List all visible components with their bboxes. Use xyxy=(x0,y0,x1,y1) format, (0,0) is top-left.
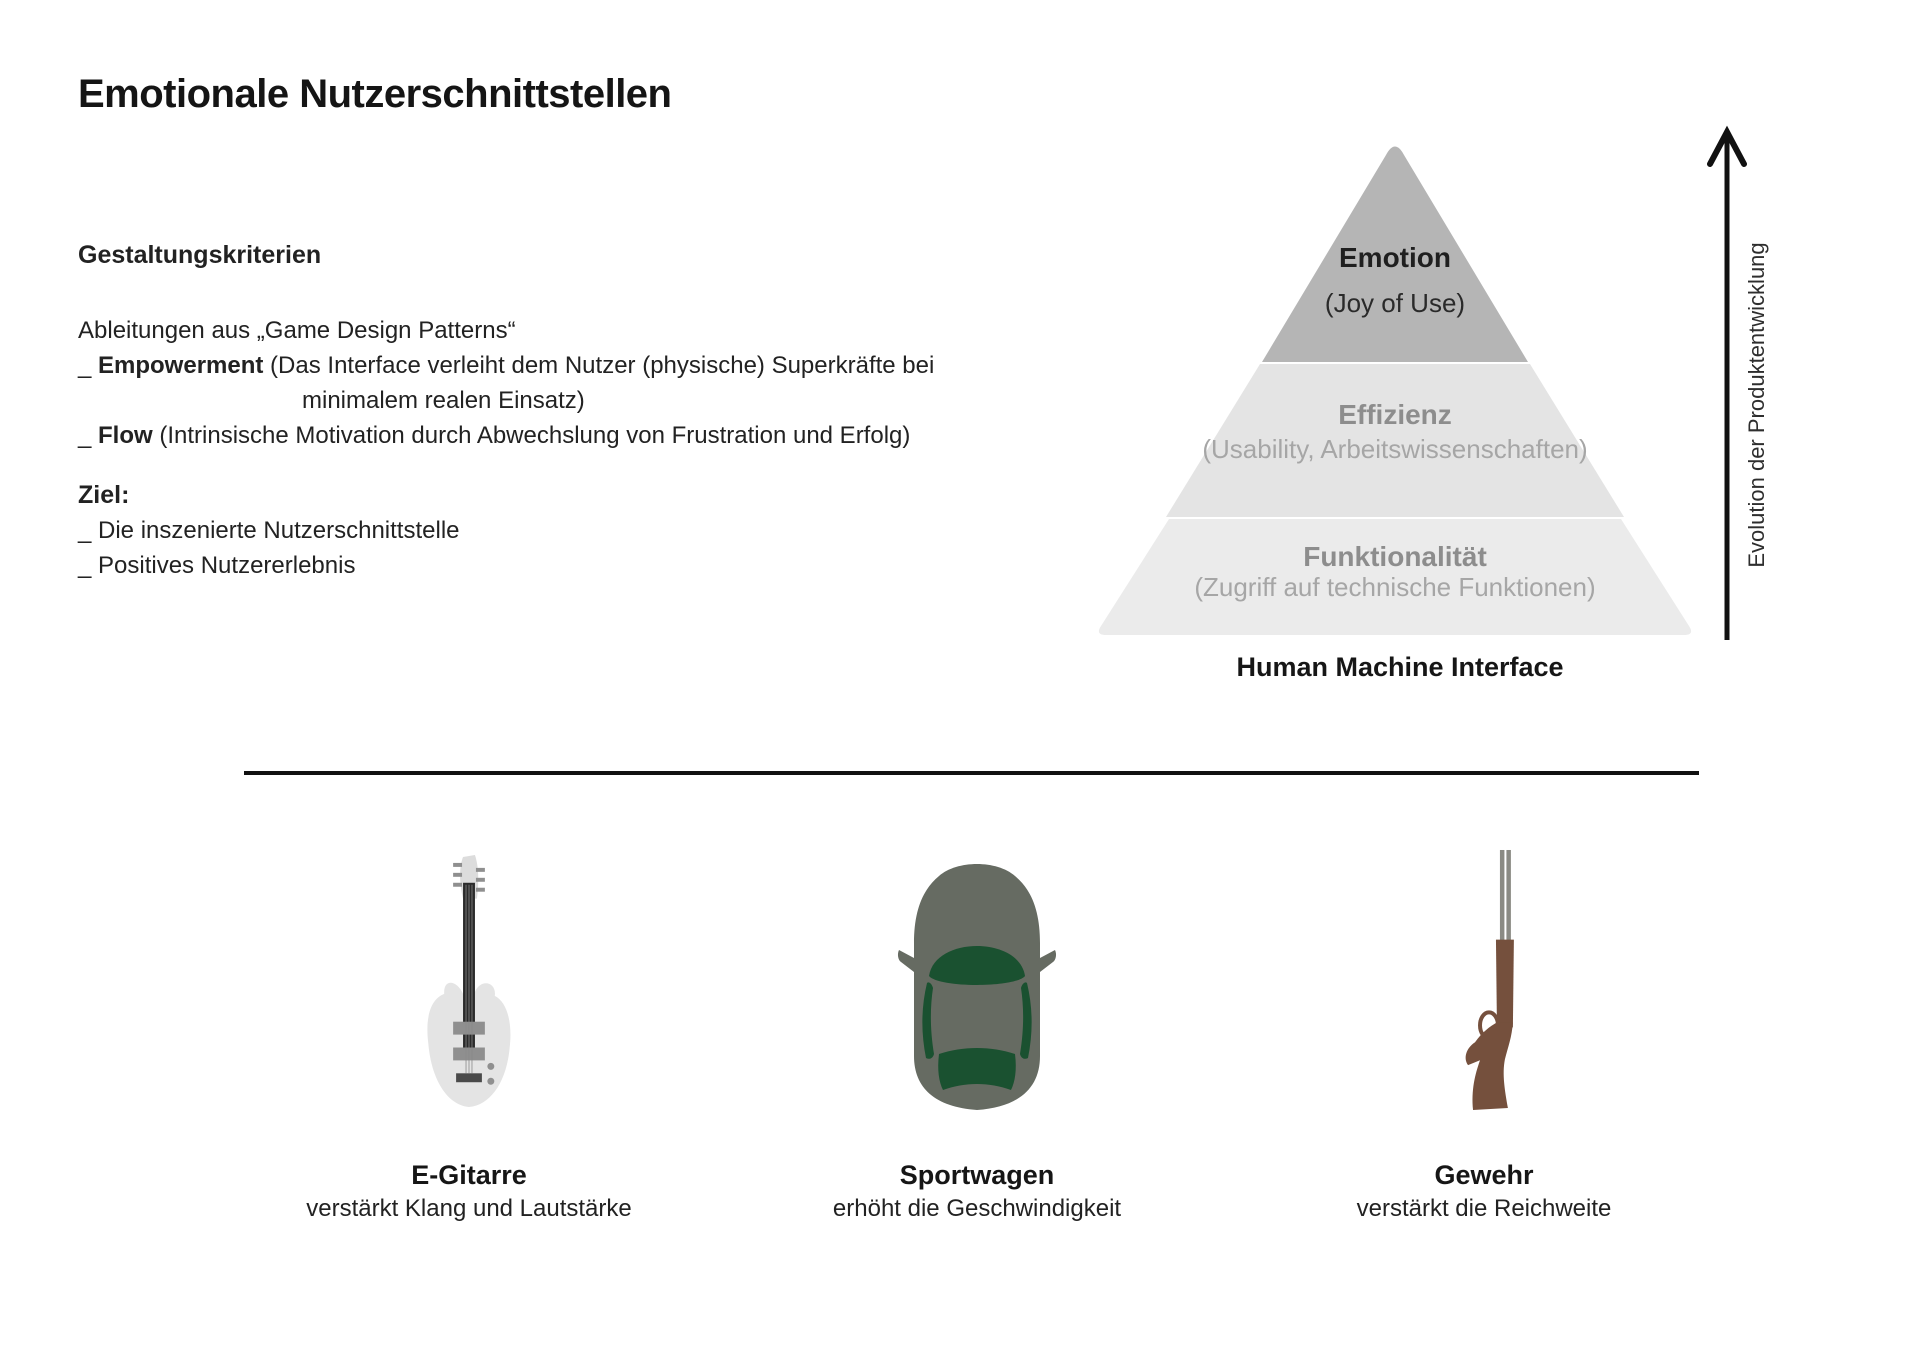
goal-item: _ Die inszenierte Nutzerschnittstelle xyxy=(78,517,460,544)
example-description: verstärkt die Reichweite xyxy=(1356,1195,1612,1222)
example-name: Sportwagen xyxy=(899,1160,1055,1190)
pyramid-caption: Human Machine Interface xyxy=(1236,652,1564,682)
rifle-icon xyxy=(1274,848,1694,1113)
pyramid-sublabel-funktionalitaet: (Zugriff auf technische Funktionen) xyxy=(1194,572,1596,602)
criteria-text: (Das Interface verleiht dem Nutzer (physische) Superkräfte bei xyxy=(263,352,935,379)
example-name: E-Gitarre xyxy=(411,1160,527,1190)
pyramid-label-funktionalitaet: Funktionalität xyxy=(1303,541,1487,572)
bullet: _ xyxy=(78,352,99,379)
criteria-block xyxy=(78,238,958,583)
bullet: _ xyxy=(78,422,99,449)
criteria-term: Flow xyxy=(98,422,153,449)
section-divider xyxy=(244,771,1699,775)
criteria-text: (Intrinsische Motivation durch Abwechslung von Frustration und Erfolg) xyxy=(152,422,911,449)
evolution-axis-label: Evolution der Produktentwicklung xyxy=(1744,242,1769,568)
page-title: Emotionale Nutzerschnittstellen xyxy=(78,72,672,116)
criteria-item-empowerment-cont: minimalem realen Einsatz) xyxy=(302,387,585,414)
electric-guitar-icon xyxy=(259,848,679,1113)
pyramid-label-effizienz: Effizienz xyxy=(1338,399,1452,430)
criteria-item-flow xyxy=(78,418,958,453)
example-name: Gewehr xyxy=(1434,1160,1534,1190)
criteria-intro: Ableitungen aus „Game Design Patterns“ xyxy=(78,317,516,344)
sports-car-icon xyxy=(767,848,1187,1113)
example-description: verstärkt Klang und Lautstärke xyxy=(306,1195,632,1222)
example-gewehr xyxy=(1274,848,1694,1226)
criteria-term: Empowerment xyxy=(98,352,264,379)
example-e-gitarre xyxy=(259,848,679,1226)
example-sportwagen xyxy=(767,848,1187,1226)
example-description: erhöht die Geschwindigkeit xyxy=(832,1195,1122,1222)
pyramid-label-emotion: Emotion xyxy=(1339,242,1451,273)
pyramid-sublabel-effizienz: (Usability, Arbeitswissenschaften) xyxy=(1202,434,1588,464)
criteria-item-empowerment xyxy=(78,348,958,383)
goal-heading: Ziel: xyxy=(78,481,130,509)
goal-item: _ Positives Nutzererlebnis xyxy=(78,552,356,579)
criteria-heading: Gestaltungskriterien xyxy=(78,241,322,269)
pyramid-sublabel-emotion: (Joy of Use) xyxy=(1324,288,1466,318)
